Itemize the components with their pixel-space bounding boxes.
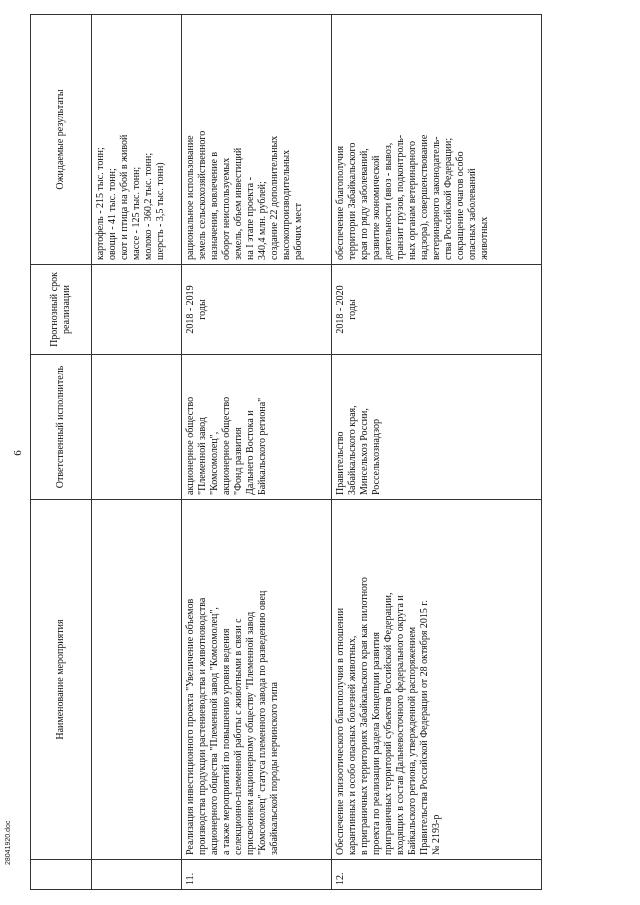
results-line: рабочих мест	[293, 203, 304, 260]
cell-results	[92, 15, 182, 265]
results-line: молоко - 360,2 тыс. тонн;	[143, 152, 154, 260]
results-line: деятельности (ввоз - вывоз,	[383, 142, 394, 260]
file-footer: 28041920.doc	[5, 820, 12, 865]
table-header-row	[31, 15, 92, 890]
executor-line: Байкальского региона"	[257, 397, 268, 495]
name-line: № 2193-р	[431, 814, 442, 855]
cell-term	[92, 265, 182, 355]
cell-name	[332, 500, 542, 860]
term-line: 2018 - 2019	[185, 285, 196, 334]
results-line: массе - 125 тыс. тонн;	[131, 166, 142, 260]
header-num	[31, 860, 92, 890]
cell-executor	[332, 355, 542, 500]
results-line: назначения, вовлечение в	[209, 151, 220, 260]
table-row-12	[332, 15, 542, 890]
executor-line: акционерное общество	[185, 396, 196, 495]
name-line: входящих в состав Дальневосточного федерального округа и	[395, 595, 406, 855]
header-executor: Ответственный исполнитель	[31, 355, 92, 500]
name-line: забайкальской породы нерчинского типа	[269, 682, 280, 855]
term-line: 2018 - 2020	[335, 285, 346, 334]
results-line: высокопроизводительных	[281, 149, 292, 260]
page-number: 6	[12, 450, 24, 456]
results-line: земель, объем инвестиций	[233, 147, 244, 260]
cell-name	[92, 500, 182, 860]
executor-line: "Племенной завод	[197, 417, 208, 495]
cell-term	[182, 265, 332, 355]
executor-line: Россельхознадзор	[371, 418, 382, 495]
results-line: ветеринарного законодатель-	[431, 136, 442, 260]
results-line: края по ряду заболеваний,	[359, 148, 370, 260]
name-line: Реализация инвестиционного проекта "Увеличение объемов	[185, 598, 196, 855]
results-line: 340,4 млн. рублей;	[257, 181, 268, 260]
results-line: надзора), совершенствование	[419, 134, 430, 260]
term-line: годы	[197, 299, 208, 320]
rotated-table-area	[30, 15, 624, 890]
name-line: в приграничных территориях Забайкальского края как пилотного	[359, 577, 370, 855]
results-line: оборот неиспользуемых	[221, 157, 232, 260]
results-line: территории Забайкальского	[347, 142, 358, 260]
name-line: Правительства Российской Федерации от 28 октября 2015 г.	[419, 600, 430, 855]
results-line: ства Российской Федерации;	[443, 137, 454, 260]
table-row-11	[182, 15, 332, 890]
results-line: ных органам ветеринарного	[407, 141, 418, 260]
executor-line: Правительство	[335, 431, 346, 495]
name-line: "Комсомолец" статуса племенного завода по разведению овец	[257, 590, 268, 855]
cell-num	[92, 860, 182, 890]
name-line: производства продукции растениеводства и животноводства	[197, 597, 208, 855]
table-row-continuation	[92, 15, 182, 890]
name-line: присвоением акционерному обществу "Племенной завод	[245, 611, 256, 855]
header-term: Прогнозный срок реализации	[31, 265, 92, 355]
cell-executor	[182, 355, 332, 500]
name-line: а также мероприятий по повышению уровня ведения	[221, 628, 232, 855]
results-line: создание 22 дополнительных	[269, 135, 280, 260]
name-line: приграничных территорий субъектов Российской Федерации,	[383, 592, 394, 855]
header-name: Наименование мероприятия	[31, 500, 92, 860]
header-results: Ожидаемые результаты	[31, 15, 92, 265]
results-line: животных	[479, 216, 490, 260]
name-line: акционерного общества "Племенной завод "Комсомолец",	[209, 607, 220, 855]
executor-line: Дальнего Востока и	[245, 410, 256, 495]
cell-results	[332, 15, 542, 265]
cell-name	[182, 500, 332, 860]
cell-executor	[92, 355, 182, 500]
results-line: развитие экономической	[371, 155, 382, 260]
name-line: селекционно-племенной работы с животными в связи с	[233, 618, 244, 855]
name-line: карантинных и особо опасных болезней животных,	[347, 635, 358, 855]
results-line: земель сельскохозяйственного	[197, 130, 208, 260]
results-line: овощи - 41 тыс. тонн;	[107, 168, 118, 260]
cell-num: 12.	[332, 860, 542, 890]
results-line: скот и птица на убой в живой	[119, 134, 130, 260]
results-line: опасных заболеваний	[467, 168, 478, 260]
measures-table	[30, 14, 542, 890]
executor-line: Забайкальского края,	[347, 405, 358, 495]
results-line: рациональное использование	[185, 135, 196, 260]
term-line: годы	[347, 299, 358, 320]
cell-results	[182, 15, 332, 265]
name-line: Обеспечение эпизоотического благополучия в отношении	[335, 607, 346, 855]
cell-term	[332, 265, 542, 355]
results-line: обеспечение благополучия	[335, 145, 346, 260]
executor-line: акционерное общество	[221, 396, 232, 495]
results-line: на I этапе проекта -	[245, 177, 256, 260]
results-line: транзит грузов, подконтроль-	[395, 134, 406, 260]
results-line: шерсть - 3,5 тыс. тонн)	[155, 162, 166, 260]
executor-line: Минсельхоз России,	[359, 408, 370, 495]
results-line: картофель - 215 тыс. тонн;	[95, 147, 106, 260]
name-line: Байкальского региона, утвержденной распоряжением	[407, 626, 418, 855]
results-line: сокращение очагов особо	[455, 151, 466, 260]
executor-line: "Фонд развития	[233, 427, 244, 495]
executor-line: "Комсомолец",	[209, 431, 220, 495]
name-line: проекта по реализации раздела Концепции развития	[371, 632, 382, 855]
cell-num: 11.	[182, 860, 332, 890]
